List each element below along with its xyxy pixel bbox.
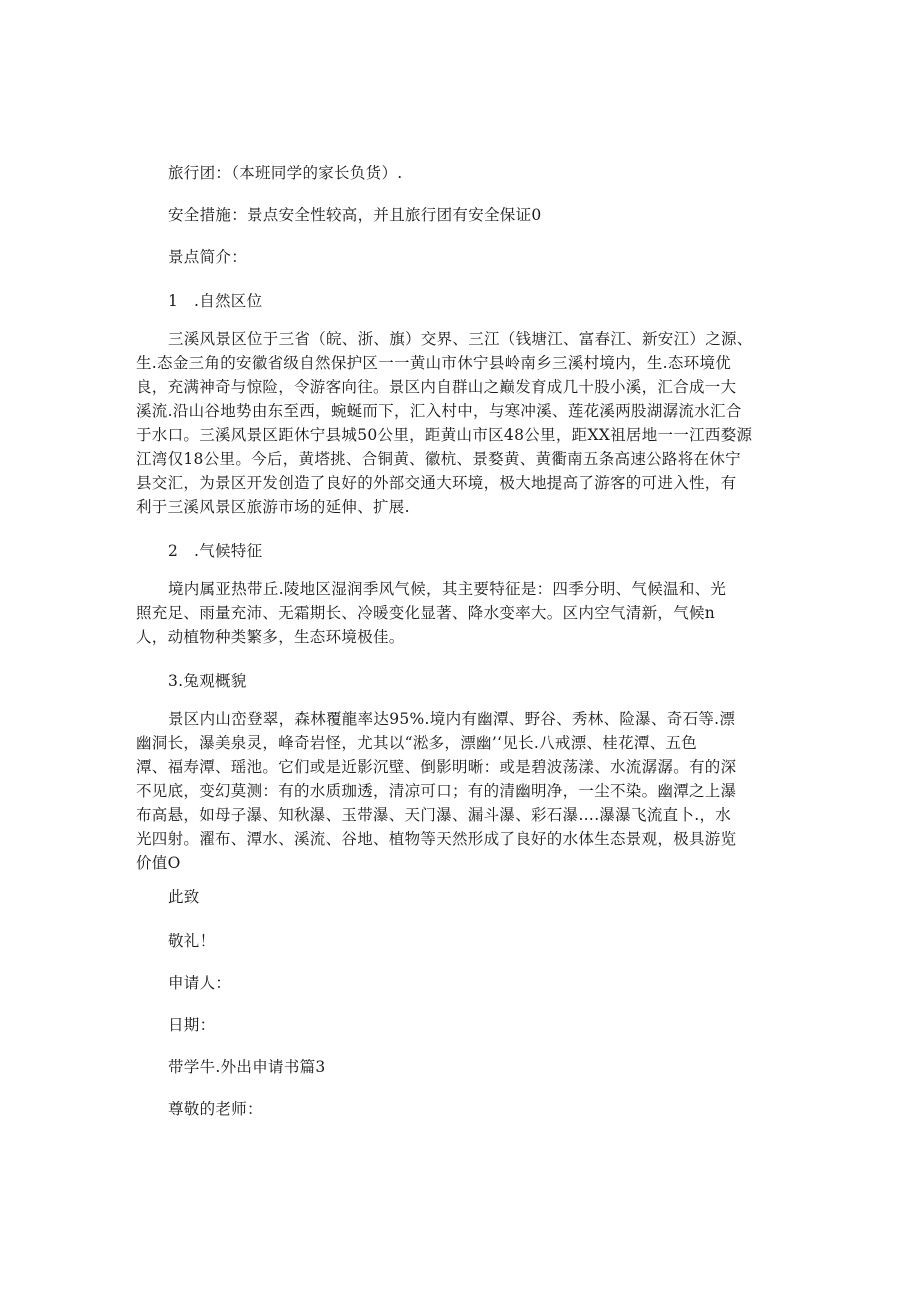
closing-line: 此致 [168, 888, 200, 906]
next-document-title: 带学牛.外出申请书篇3 [168, 1058, 326, 1076]
paragraph-line: 于水口。三溪风景区距休宁县城50公里，距黄山市区48公里，距XX祖居地一一江西婺源 [136, 426, 753, 444]
paragraph-line: 布高悬，如母子瀑、知秋瀑、玉带瀑、天门瀑、漏斗瀑、彩石瀑….瀑瀑飞流直卜.，水 [136, 806, 732, 824]
paragraph-line: 潭、福寿潭、瑶池。它们或是近影沉壁、倒影明晰：或是碧波荡漾、水流潺潺。有的深 [136, 758, 737, 776]
paragraph-line: 县交汇，为景区开发创造了良好的外部交通大环境，极大地提高了游客的可进入性，有 [136, 474, 737, 492]
paragraph-line: 生.态金三角的安徽省级自然保护区一一黄山市休宁县岭南乡三溪村境内，生.态环境优 [136, 354, 732, 372]
intro-heading: 景点简介： [168, 248, 248, 266]
paragraph-line: 不见底，变幻莫测：有的水质珈透，清凉可口；有的清幽明净，一尘不染。幽潭之上瀑 [136, 782, 737, 800]
section-heading-climate: 2 .气候特征 [168, 542, 263, 560]
section-heading-landscape: 3.兔观概貌 [168, 672, 247, 690]
paragraph-line: 价值O [136, 854, 181, 872]
greeting-line: 尊敬的老师： [168, 1100, 263, 1118]
paragraph-line: 溪流.沿山谷地势由东至西，蜿蜒而下，汇入村中，与寒冲溪、莲花溪两股湖潺流水汇合 [136, 402, 742, 420]
safety-line: 安全措施：景点安全性较高，并且旅行团有安全保证0 [168, 206, 542, 224]
paragraph-line: 三溪风景区位于三省（皖、浙、旗）交界、三江（钱塘江、富春江、新安江）之源、 [168, 330, 753, 348]
applicant-line: 申请人： [168, 974, 232, 992]
paragraph-line: 境内属亚热带丘.陵地区湿润季风气候，其主要特征是：四季分明、气候温和、光 [168, 580, 727, 598]
paragraph-line: 良，充满神奇与惊险，令游客向往。景区内自群山之巅发育成几十股小溪，汇合成一大 [136, 378, 737, 396]
paragraph-line: 照充足、雨量充沛、无霜期长、冷暖变化显著、降水变率大。区内空气清新，气候n [136, 604, 716, 622]
paragraph-line: 人，动植物种类繁多，生态环境极佳。 [136, 628, 405, 646]
date-line: 日期： [168, 1016, 216, 1034]
paragraph-line: 景区内山峦登翠，森林覆龍率达95%.境内有幽潭、野谷、秀林、险瀑、奇石等.漂 [168, 710, 736, 728]
paragraph-line: 江湾仅18公里。今后，黄塔挑、合铜黄、徽杭、景婺黄、黄衢南五条高速公路将在休宁 [136, 450, 741, 468]
travel-group-line: 旅行团：（本班同学的家长负货）. [168, 164, 403, 182]
section-heading-location: 1 .自然区位 [168, 292, 263, 310]
paragraph-line: 光四射。濯布、潭水、溪流、谷地、植物等天然形成了良好的水体生态景观，极具游览 [136, 830, 737, 848]
paragraph-line: 利于三溪风景区旅游市场的延伸、扩展. [136, 498, 410, 516]
salute-line: 敬礼！ [168, 932, 216, 950]
paragraph-line: 幽洞长，瀑美泉灵，峰奇岩怪，尤其以“淞多，漂幽’‘见长.八戒漂、桂花潭、五色 [136, 734, 698, 752]
